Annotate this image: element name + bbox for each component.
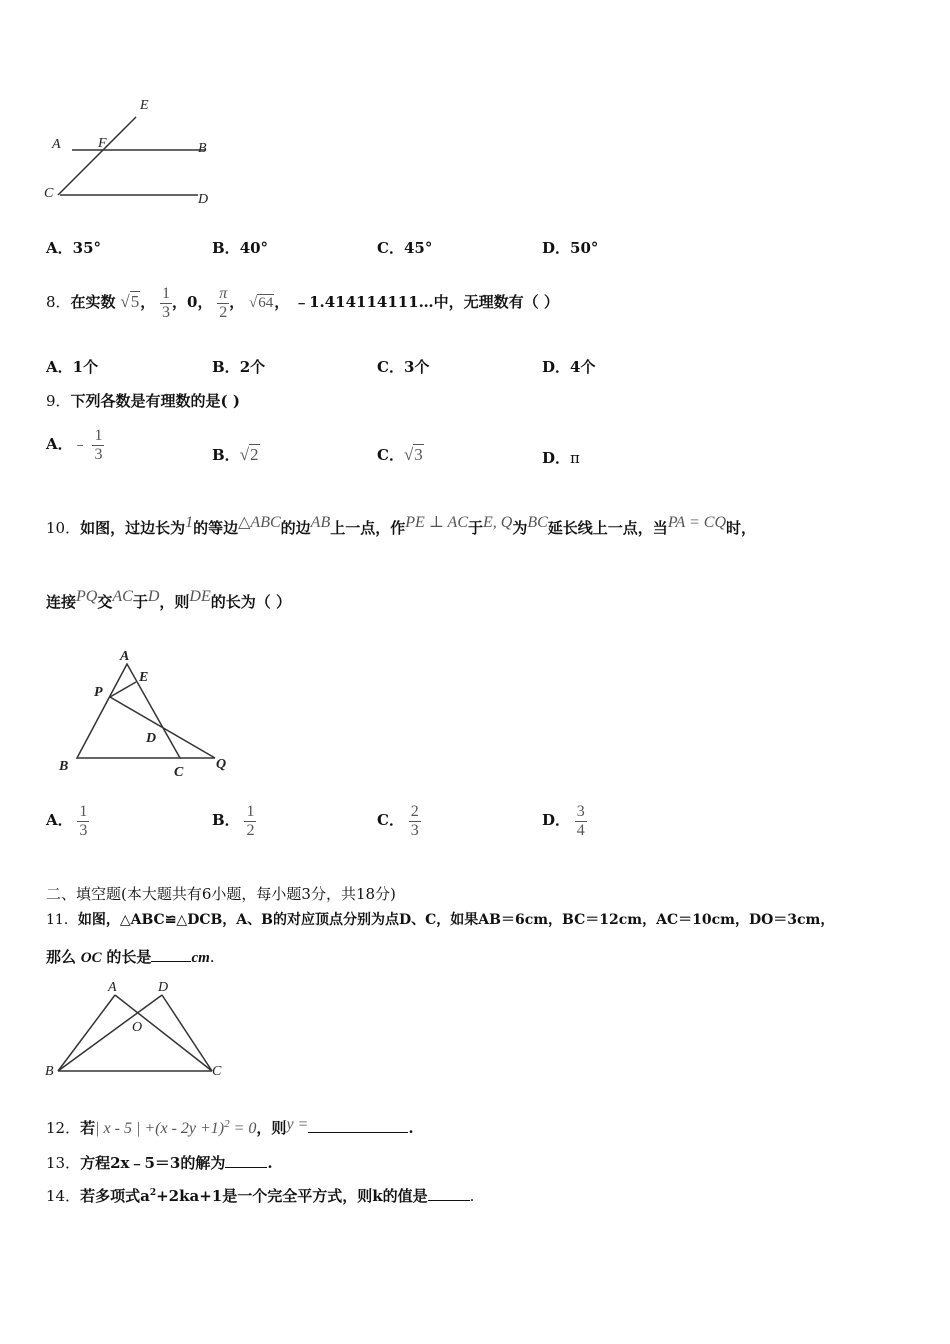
q8-option-c: C．3个 <box>377 358 430 376</box>
fig11-label-c: C <box>212 1064 222 1079</box>
fig10-label-a: A <box>120 649 130 664</box>
q7-option-a: A．35° <box>46 239 102 257</box>
q7-option-c: C．45° <box>377 239 433 257</box>
q10-stem-line2: 连接PQ交AC于D，则DE的长为（ ） <box>46 588 291 611</box>
q8-stem: 8．在实数 √5， $\frac{1}{3}$ ，0， $\frac{\pi}{2}$ ， √64， ﹣1.414114111…中，无理数有（ ） <box>46 284 559 321</box>
q12-stem: 12．若| x - 5 | $+(x - 2y +1)^2 = 0$，则y = . <box>46 1116 414 1137</box>
q8-option-d: D．4个 <box>542 358 596 376</box>
q13-stem: 13．方程2x﹣5＝3的解为 . <box>46 1154 273 1172</box>
fig10-label-p: P <box>94 685 103 700</box>
q8-option-a: A．1个 <box>46 358 99 376</box>
fig10-label-e: E <box>139 670 149 685</box>
line-ce <box>58 117 136 195</box>
label-d: D <box>198 192 209 207</box>
q8-option-b: B．2个 <box>212 358 266 376</box>
q10-figure <box>50 642 250 782</box>
q14-stem: 14．若多项式$a^2+2ka+1$是一个完全平方式，则k的值是 . <box>46 1187 475 1205</box>
triangle-abc <box>77 664 180 758</box>
fig11-label-a: A <box>108 980 117 995</box>
line-dc <box>162 995 212 1071</box>
fig11-label-o: O <box>132 1020 143 1035</box>
line-ac <box>115 995 212 1071</box>
q10-stem-line1: 10．如图，过边长为1的等边△ABC的边AB上一点，作PE ⊥ AC于E, Q为BC延长线上一点，当PA = CQ时， <box>46 514 757 537</box>
fig10-label-c: C <box>174 765 184 780</box>
q11-stem-line1: 11．如图，△ABC≌△DCB，A、B的对应顶点分别为点D、C，如果AB＝6cm，BC＝12cm，AC＝10cm，DO＝3cm， <box>46 912 835 928</box>
label-b: B <box>198 141 207 156</box>
fig10-label-d: D <box>146 731 157 746</box>
fig10-label-b: B <box>59 759 69 774</box>
line-pq <box>110 697 215 758</box>
section-2-heading: 二、填空题(本大题共有6小题，每小题3分，共18分) <box>46 885 396 903</box>
fig11-label-b: B <box>45 1064 54 1079</box>
q9-option-a: A．﹣ $\frac{1}{3}$ <box>46 426 103 463</box>
fig10-label-q: Q <box>216 757 227 772</box>
q7-option-d: D．50° <box>542 239 599 257</box>
label-f: F <box>98 136 107 151</box>
q10-option-d: D． $\frac{3}{4}$ <box>542 802 585 839</box>
q9-option-b: B．√2 <box>212 445 259 464</box>
fig11-label-d: D <box>158 980 169 995</box>
q10-option-b: B． $\frac{1}{2}$ <box>212 802 255 839</box>
q11-figure <box>42 975 242 1085</box>
label-a: A <box>52 137 61 152</box>
q9-stem: 9．下列各数是有理数的是( ) <box>46 392 240 410</box>
line-ba <box>58 995 115 1071</box>
q7-option-b: B．40° <box>212 239 269 257</box>
label-c: C <box>44 186 54 201</box>
q10-option-c: C． $\frac{2}{3}$ <box>377 802 419 839</box>
q9-option-c: C．√3 <box>377 445 423 464</box>
q11-stem-line2: 那么 OC 的长是 cm. <box>46 948 215 966</box>
q7-figure <box>40 95 230 215</box>
q9-option-d: D．π <box>542 449 580 467</box>
q10-option-a: A． $\frac{1}{3}$ <box>46 802 88 839</box>
label-e: E <box>140 98 149 113</box>
line-bd <box>58 995 162 1071</box>
